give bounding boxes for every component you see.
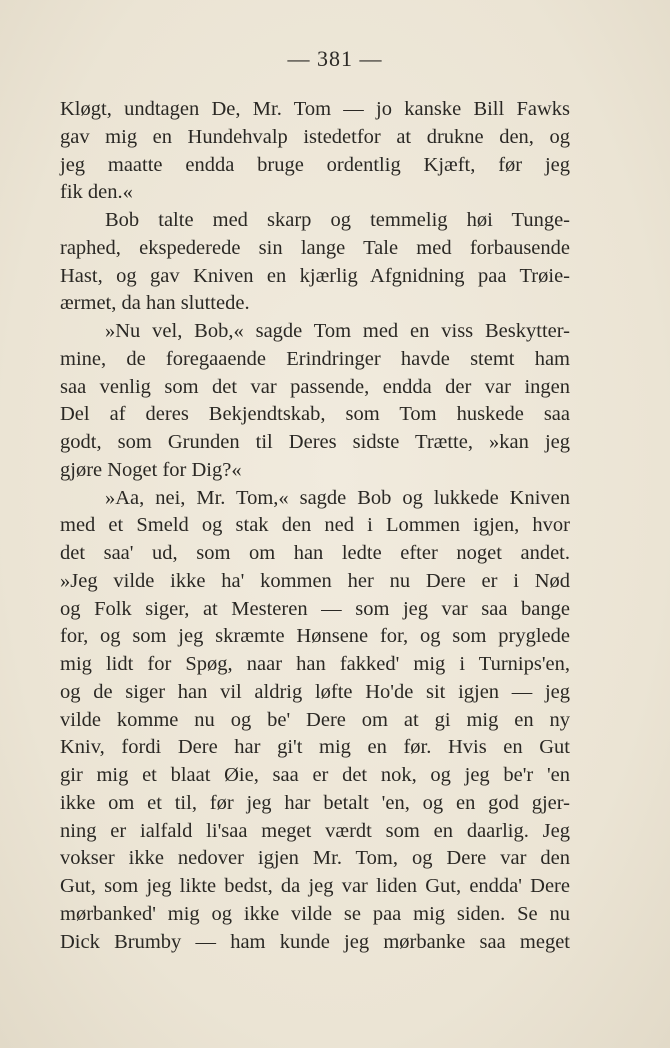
text-line: Hast, og gav Kniven en kjærlig Afgnidning paa Trøie- bbox=[60, 264, 570, 287]
text-line: vilde komme nu og be' Dere om at gi mig en ny bbox=[60, 708, 570, 731]
text-line: Bob talte med skarp og temmelig høi Tunge- bbox=[105, 209, 570, 231]
text-line: gjøre Noget for Dig?« bbox=[60, 458, 242, 481]
text-line: gir mig et blaat Øie, saa er det nok, og jeg be'r 'en bbox=[60, 764, 570, 786]
text-line: med et Smeld og stak den ned i Lommen igjen, hvor bbox=[60, 514, 570, 537]
page-number: — 381 — bbox=[287, 46, 383, 71]
text-line: saa venlig som det var passende, endda der var ingen bbox=[60, 375, 570, 398]
text-line: og de siger han vil aldrig løfte Ho'de sit igjen — jeg bbox=[60, 680, 570, 703]
text-line: mig lidt for Spøg, naar han fakked' mig i Turnips'en, bbox=[60, 653, 570, 675]
text-line: Kniv, fordi Dere har gi't mig en før. Hvis en Gut bbox=[60, 736, 570, 759]
text-line: gav mig en Hundehvalp istedetfor at drukne den, og bbox=[60, 125, 570, 148]
text-line: mørbanked' mig og ikke vilde se paa mig siden. Se nu bbox=[60, 902, 570, 925]
text-line: ikke om et til, før jeg har betalt 'en, og en god gjer- bbox=[60, 791, 570, 814]
text-line: »Nu vel, Bob,« sagde Tom med en viss Beskytter- bbox=[105, 320, 570, 342]
text-line: »Jeg vilde ikke ha' kommen her nu Dere er i Nød bbox=[60, 569, 570, 592]
text-line: mine, de foregaaende Erindringer havde stemt ham bbox=[60, 347, 570, 370]
text-line: ning er ialfald li'saa meget værdt som en daarlig. Jeg bbox=[60, 819, 570, 842]
text-line: ærmet, da han sluttede. bbox=[60, 292, 250, 315]
text-line: Dick Brumby — ham kunde jeg mørbanke saa meget bbox=[60, 930, 570, 953]
text-line: jeg maatte endda bruge ordentlig Kjæft, før jeg bbox=[60, 153, 570, 176]
text-line: og Folk siger, at Mesteren — som jeg var saa bange bbox=[60, 597, 570, 620]
text-line: Gut, som jeg likte bedst, da jeg var liden Gut, endda' Dere bbox=[60, 875, 570, 897]
text-line: raphed, ekspederede sin lange Tale med forbausende bbox=[60, 236, 570, 259]
text-line: Del af deres Bekjendtskab, som Tom huskede saa bbox=[60, 403, 570, 426]
body-text bbox=[60, 96, 570, 956]
text-line: »Aa, nei, Mr. Tom,« sagde Bob og lukkede Kniven bbox=[105, 486, 570, 509]
text-line: godt, som Grunden til Deres sidste Trætte, »kan jeg bbox=[60, 431, 570, 453]
text-line: fik den.« bbox=[60, 181, 133, 204]
text-line: det saa' ud, som om han ledte efter noget andet. bbox=[60, 542, 570, 564]
text-line: Kløgt, undtagen De, Mr. Tom — jo kanske Bill Fawks bbox=[60, 98, 570, 120]
text-line: vokser ikke nedover igjen Mr. Tom, og Dere var den bbox=[60, 847, 570, 870]
text-line: for, og som jeg skræmte Hønsene for, og som pryglede bbox=[60, 625, 570, 648]
